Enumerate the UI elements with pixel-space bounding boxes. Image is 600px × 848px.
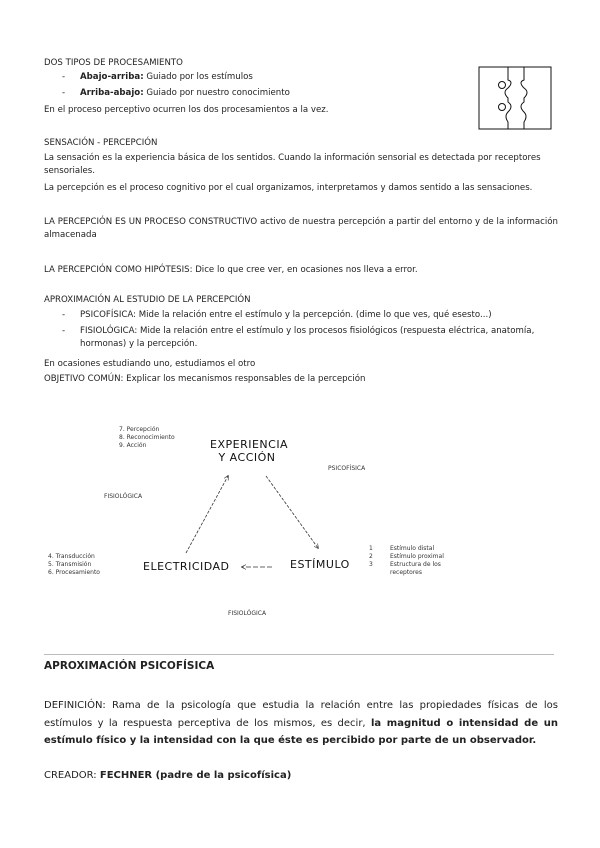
section-divider (44, 654, 554, 655)
node-title-line: Y ACCIÓN (218, 451, 276, 464)
perception-paragraph: La percepción es el proceso cognitivo por el cual organizamos, interpretamos y damos sentido a las sensaciones. (44, 183, 533, 193)
heading-processing-types: DOS TIPOS DE PROCESAMIENTO (44, 58, 183, 68)
hypothesis-paragraph: LA PERCEPCIÓN COMO HIPÓTESIS: Dice lo que cree ver, en ocasiones nos lleva a error. (44, 265, 418, 275)
processing-note: En el proceso perceptivo ocurren los dos procesamientos a la vez. (44, 105, 329, 115)
constructive-process-paragraph: LA PERCEPCIÓN ES UN PROCESO CONSTRUCTIVO activo de nuestra percepción a partir del entorno y de la información almacenada (44, 217, 558, 240)
node-title-line: EXPERIENCIA (210, 438, 289, 451)
common-objective: OBJETIVO COMÚN: Explicar los mecanismos responsables de la percepción (44, 374, 366, 384)
list-item: 8. Reconocimiento (119, 434, 175, 441)
label-psychophysics: PSICOFÍSICA (328, 465, 366, 472)
list-item: Estímulo proximal (390, 553, 444, 560)
list-item: 7. Percepción (119, 426, 160, 433)
section-title: APROXIMACIÓN PSICOFÍSICA (44, 660, 215, 672)
bullet-dash: - (62, 72, 66, 82)
list-item: Abajo-arriba: Guiado por los estímulos (80, 72, 253, 82)
list-item: Arriba-abajo: Guiado por nuestro conocimiento (80, 88, 290, 98)
creator-line: CREADOR: FECHNER (padre de la psicofísica) (44, 770, 292, 781)
bullet-dash: - (62, 310, 66, 320)
label-physiological-bottom: FISIOLÓGICA (228, 610, 267, 617)
list-item: 6. Procesamiento (48, 569, 100, 576)
definition-paragraph: DEFINICIÓN: Rama de la psicología que estudia la relación entre las propiedades físicas de los estímulos y la respuesta perceptiva de los mismos, es decir, la magnitud o intensidad de un estímulo físico y la intensidad con la que éste es percibido por parte de un observador. (44, 700, 558, 746)
list-num: 1 (369, 545, 373, 552)
arrow-experience-to-stimulus (266, 476, 318, 548)
label-physiological-left: FISIOLÓGICA (104, 493, 143, 500)
bullet-dash: - (62, 326, 66, 336)
node-stimulus: ESTÍMULO (290, 558, 350, 571)
list-item: Estructura de los receptores (390, 561, 441, 576)
list-item: 5. Transmisión (48, 561, 92, 568)
list-num: 2 (369, 553, 373, 560)
list-item-psychophysics: PSICOFÍSICA: Mide la relación entre el estímulo y la percepción. (dime lo que ves, qué esesto...) (80, 310, 492, 320)
heading-approach: APROXIMACIÓN AL ESTUDIO DE LA PERCEPCIÓN (44, 295, 251, 305)
list-item: 9. Acción (119, 442, 147, 449)
approach-note: En ocasiones estudiando uno, estudiamos el otro (44, 359, 256, 369)
heading-sensation-perception: SENSACIÓN - PERCEPCIÓN (44, 138, 158, 148)
node-electricity: ELECTRICIDAD (143, 560, 230, 573)
list-item: Estímulo distal (390, 545, 435, 552)
list-item: 4. Transducción (48, 553, 95, 560)
sensation-paragraph: La sensación es la experiencia básica de los sentidos. Cuando la información sensorial es detectada por receptores sensoriales. (44, 153, 541, 176)
arrow-electricity-to-experience (186, 476, 228, 553)
bullet-dash: - (62, 88, 66, 98)
list-num: 3 (369, 561, 373, 568)
list-item-physiological: FISIOLÓGICA: Mide la relación entre el estímulo y los procesos fisiológicos (respuesta eléctrica, anatomía, hormonas) y la percepción. (80, 326, 535, 349)
